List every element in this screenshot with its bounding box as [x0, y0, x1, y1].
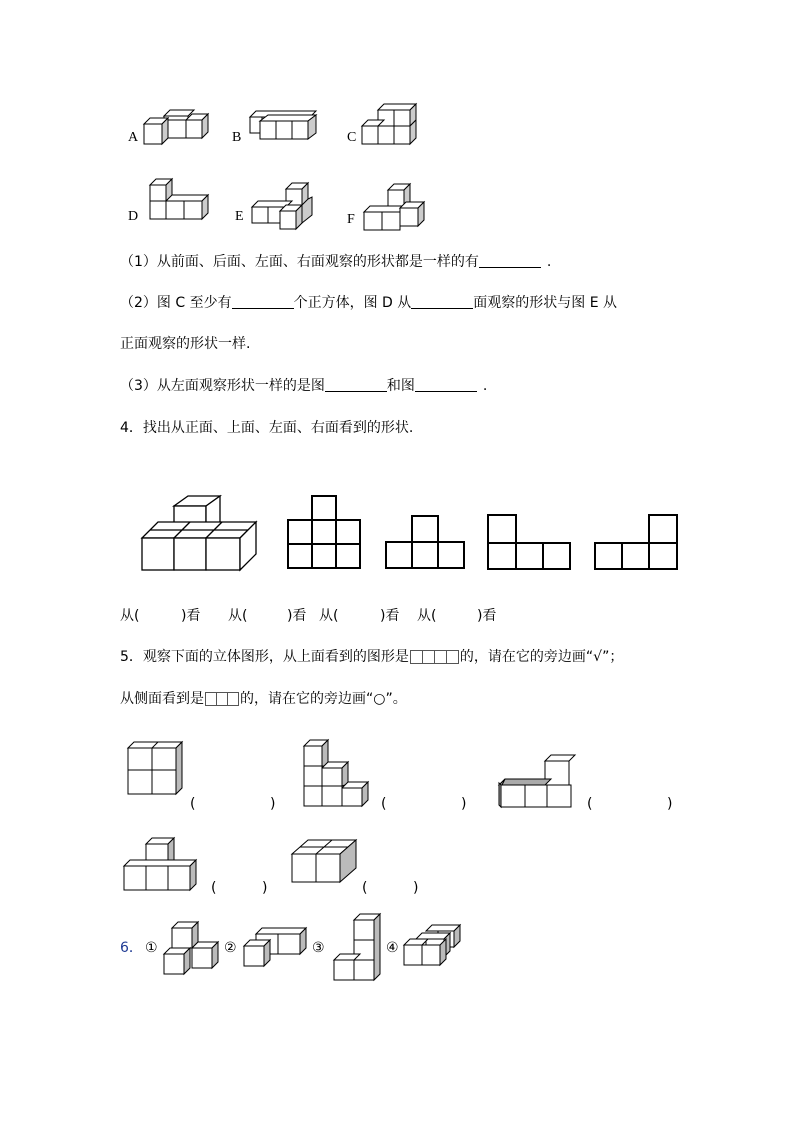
q4-title: 4．找出从正面、上面、左面、右面看到的形状. — [120, 420, 414, 436]
q5-line-2 — [120, 690, 407, 708]
q5-paren-3-close: ) — [667, 796, 673, 812]
q3-item-2-text-c: 面观察的形状与图 E 从 — [473, 295, 618, 311]
q4-answer-4-close: )看 — [477, 608, 497, 624]
q5-line-1 — [120, 648, 623, 666]
q5-line-2-text-a: 从侧面看到是 — [120, 691, 204, 707]
q4-view-4 — [594, 513, 680, 571]
q4-solid-figure — [140, 492, 262, 574]
q3-item-1-end: . — [546, 254, 552, 270]
q4-view-1 — [287, 494, 363, 570]
figure-d — [148, 177, 210, 221]
q5-paren-2-open: ( — [381, 796, 387, 812]
q4-answer-3-open: 从( — [319, 608, 339, 624]
q5-paren-5-close: ) — [413, 880, 419, 896]
q3-item-3 — [120, 377, 487, 395]
figure-f — [362, 182, 430, 232]
q6-label: 6． — [120, 940, 143, 956]
figure-label-c: C — [347, 130, 357, 145]
q5-answer-slot-4[interactable] — [220, 879, 260, 897]
q5-top-view-icon — [410, 650, 459, 664]
figure-e — [250, 181, 316, 231]
q4-view-2 — [385, 514, 467, 570]
q3-blank-5[interactable] — [415, 377, 477, 392]
q5-paren-4-close: ) — [262, 880, 268, 896]
q4-answer-1-open: 从( — [120, 608, 140, 624]
figure-label-f: F — [347, 212, 355, 227]
q3-item-3-end: . — [482, 378, 488, 394]
q3-blank-3[interactable] — [411, 294, 473, 309]
q5-figure-1 — [126, 740, 184, 796]
q5-paren-4-open: ( — [211, 880, 217, 896]
figure-label-d: D — [128, 209, 139, 224]
q5-paren-5-open: ( — [362, 880, 368, 896]
q3-item-3-text-a: （3）从左面观察形状一样的是图 — [120, 378, 325, 394]
q3-blank-4[interactable] — [325, 377, 387, 392]
q3-item-2-text-a: （2）图 C 至少有 — [120, 295, 232, 311]
q5-paren-2-close: ) — [461, 796, 467, 812]
q6-item-4-marker: ④ — [386, 940, 399, 956]
q5-answer-slot-1[interactable] — [199, 795, 267, 813]
q4-answer-1-close: )看 — [181, 608, 201, 624]
q3-item-2-text-b: 个正方体，图 D 从 — [293, 295, 412, 311]
q3-item-1 — [120, 253, 551, 271]
q5-figure-5 — [290, 838, 360, 886]
q3-item-2-cont: 正面观察的形状一样. — [120, 336, 251, 352]
q5-paren-1-close: ) — [270, 796, 276, 812]
q3-item-1-text: （1）从前面、后面、左面、右面观察的形状都是一样的有 — [120, 254, 479, 270]
q5-figure-4 — [122, 836, 206, 892]
q5-figure-2 — [302, 738, 370, 808]
q6-item-1-marker: ① — [145, 940, 158, 956]
q3-blank-1[interactable] — [479, 253, 541, 268]
q5-answer-slot-3[interactable] — [596, 795, 664, 813]
q4-answer-3-close: )看 — [380, 608, 400, 624]
q6-item-3-marker: ③ — [312, 940, 325, 956]
q5-line-1-text-b: 的，请在它的旁边画“√”； — [459, 649, 624, 665]
figure-c — [360, 102, 420, 146]
figure-label-e: E — [235, 209, 244, 224]
q5-side-view-icon — [205, 692, 239, 706]
q4-answer-4-open: 从( — [417, 608, 437, 624]
q5-line-2-text-b: 的，请在它的旁边画“○”。 — [240, 691, 407, 707]
q3-blank-2[interactable] — [232, 294, 294, 309]
q6-figure-4 — [402, 925, 464, 969]
q3-item-2 — [120, 294, 617, 312]
q6-figure-2 — [242, 928, 308, 970]
figure-label-a: A — [128, 130, 139, 145]
figure-label-b: B — [232, 130, 242, 145]
q5-answer-slot-2[interactable] — [390, 795, 458, 813]
q3-item-3-text-b: 和图 — [386, 378, 415, 394]
q6-figure-3 — [332, 912, 384, 982]
q5-figure-3 — [497, 753, 577, 809]
q4-view-3 — [487, 513, 573, 571]
q5-line-1-text-a: 5．观察下面的立体图形，从上面看到的图形是 — [120, 649, 409, 665]
q6-figure-1 — [162, 920, 222, 976]
figure-b — [248, 111, 322, 141]
q4-answer-2-open: 从( — [228, 608, 248, 624]
q5-answer-slot-5[interactable] — [371, 879, 411, 897]
q5-paren-3-open: ( — [587, 796, 593, 812]
figure-a — [142, 110, 206, 146]
q5-paren-1-open: ( — [190, 796, 196, 812]
q6-item-2-marker: ② — [224, 940, 237, 956]
q4-answer-2-close: )看 — [287, 608, 307, 624]
